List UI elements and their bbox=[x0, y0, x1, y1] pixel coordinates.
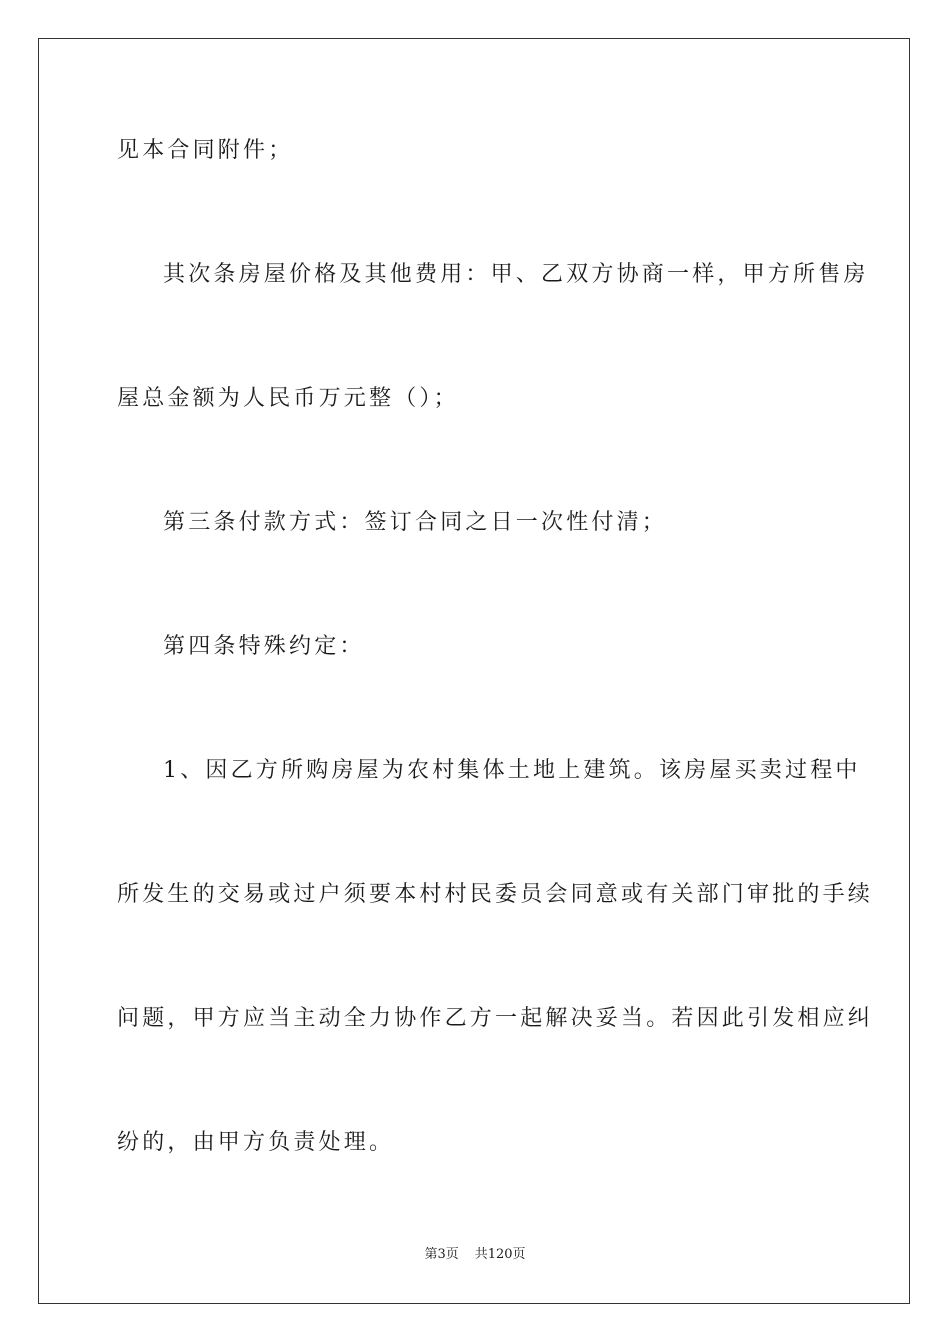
page-border bbox=[38, 38, 910, 1304]
text-line-3: 屋总金额为人民币万元整（）； bbox=[117, 386, 459, 411]
text-line-2: 其次条房屋价格及其他费用：甲、乙双方协商一样，甲方所售房 bbox=[163, 262, 869, 287]
text-line-7: 所发生的交易或过户须要本村村民委员会同意或有关部门审批的手续 bbox=[117, 882, 874, 907]
text-line-4: 第三条付款方式：签订合同之日一次性付清； bbox=[163, 510, 668, 535]
text-line-9: 纷的，由甲方负责处理。 bbox=[117, 1130, 395, 1155]
page-footer bbox=[0, 1246, 950, 1264]
text-line-8: 问题，甲方应当主动全力协作乙方一起解决妥当。若因此引发相应纠 bbox=[117, 1006, 874, 1031]
text-line-1: 见本合同附件； bbox=[117, 138, 294, 163]
page-total: 共120页 bbox=[474, 1247, 526, 1262]
page-number: 第3页 bbox=[424, 1247, 459, 1262]
text-line-5: 第四条特殊约定： bbox=[163, 634, 365, 659]
text-line-6: 1、因乙方所购房屋为农村集体土地上建筑。该房屋买卖过程中 bbox=[163, 758, 861, 783]
